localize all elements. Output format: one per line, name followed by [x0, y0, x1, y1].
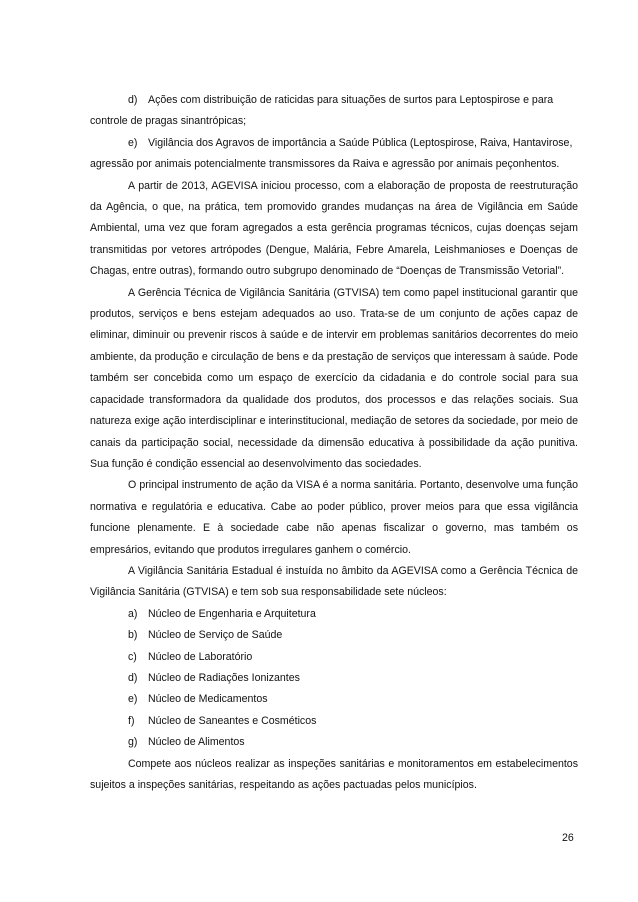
- list-item-text: Núcleo de Alimentos: [148, 736, 245, 749]
- list-marker: g): [128, 736, 138, 749]
- list-item-text: Ações com distribuição de raticidas para situações de surtos para Leptospirose e para: [148, 94, 554, 106]
- nucleos-list: [90, 604, 578, 754]
- paragraph-gtvisa-papel: A Gerência Técnica de Vigilância Sanitária (GTVISA) tem como papel institucional garantir que produtos, serviços e bens estejam adequados ao uso. Trata-se de um conjunto de ações capaz de eliminar, diminuir ou prevenir riscos à saúde e de intervir em problemas sanitários decorrentes do meio ambiente, da produção e circulação de bens e da prestação de serviços que interessam à saúde. Pode também ser concebida como um espaço de exercício da cidadania e do controle social para sua capacidade transformadora da qualidade dos produtos, dos processos e das relações sociais. Sua natureza exige ação interdisciplinar e interinstitucional, mediação de setores da sociedade, por meio de canais da participação social, necessidade da dimensão educativa à possibilidade da ação punitiva. Sua função é condição essencial ao desenvolvimento das sociedades.: [90, 286, 578, 470]
- list-item: [90, 647, 578, 668]
- paragraph-compete-nucleos: Compete aos núcleos realizar as inspeções sanitárias e monitoramentos em estabelecimentos sujeitos a inspeções sanitárias, respeitando as ações pactuadas pelos municípios.: [90, 757, 578, 791]
- list-item-text: Núcleo de Saneantes e Cosméticos: [148, 714, 317, 727]
- list-item: [90, 732, 578, 753]
- paragraph-reestruturacao: A partir de 2013, AGEVISA iniciou processo, com a elaboração de proposta de reestruturação da Agência, o que, na prática, tem promovido grandes mudanças na área de Vigilância em Saúde Ambiental, uma vez que foram agregados a esta gerência programas técnicos, cujas doenças sejam transmitidas por vetores artrópodes (Dengue, Malária, Febre Amarela, Leishmanioses e Doenças de Chagas, entre outras), formando outro subgrupo denominado de “Doenças de Transmissão Vetorial”.: [90, 179, 578, 278]
- list-item: [90, 625, 578, 646]
- list-marker: f): [128, 714, 135, 727]
- list-item-text: Vigilância dos Agravos de importância a Saúde Pública (Leptospirose, Raiva, Hantavirose,: [148, 136, 573, 149]
- list-item-text: Núcleo de Radiações Ionizantes: [148, 671, 300, 684]
- paragraph-norma-sanitaria: O principal instrumento de ação da VISA é a norma sanitária. Portanto, desenvolve uma função normativa e regulatória e educativa. Cabe ao poder público, prover meios para que essa vigilância funcione plenamente. E à sociedade cabe não apenas fiscalizar o governo, mas também os empresários, evitando que produtos irregulares ganhem o comércio.: [90, 479, 578, 556]
- list-marker: e): [128, 136, 138, 149]
- list-item: [90, 604, 578, 625]
- list-marker: a): [128, 607, 138, 620]
- list-item-text: Núcleo de Engenharia e Arquitetura: [148, 607, 316, 620]
- list-item-text: Núcleo de Laboratório: [148, 650, 253, 663]
- intro-item-d: [90, 90, 578, 111]
- page-number: 26: [562, 832, 574, 844]
- list-marker: b): [128, 629, 138, 642]
- list-item-continuation: agressão por animais potencialmente transmissores da Raiva e agressão por animais peçonhentos.: [90, 158, 560, 171]
- list-marker: d): [128, 94, 138, 106]
- list-marker: c): [128, 650, 137, 663]
- list-marker: e): [128, 693, 138, 706]
- document-body: [90, 90, 578, 796]
- list-item: [90, 689, 578, 710]
- list-item-text: Núcleo de Serviço de Saúde: [148, 629, 283, 642]
- list-item-text: Núcleo de Medicamentos: [148, 693, 268, 706]
- list-item-continuation: controle de pragas sinantrópicas;: [90, 115, 247, 128]
- list-item: [90, 668, 578, 689]
- list-item: [90, 711, 578, 732]
- paragraph-vigilancia-estadual: A Vigilância Sanitária Estadual é instuída no âmbito da AGEVISA como a Gerência Técnica de Vigilância Sanitária (GTVISA) e tem sob sua responsabilidade sete núcleos:: [90, 564, 578, 599]
- intro-item-e: [90, 133, 578, 154]
- list-marker: d): [128, 671, 138, 684]
